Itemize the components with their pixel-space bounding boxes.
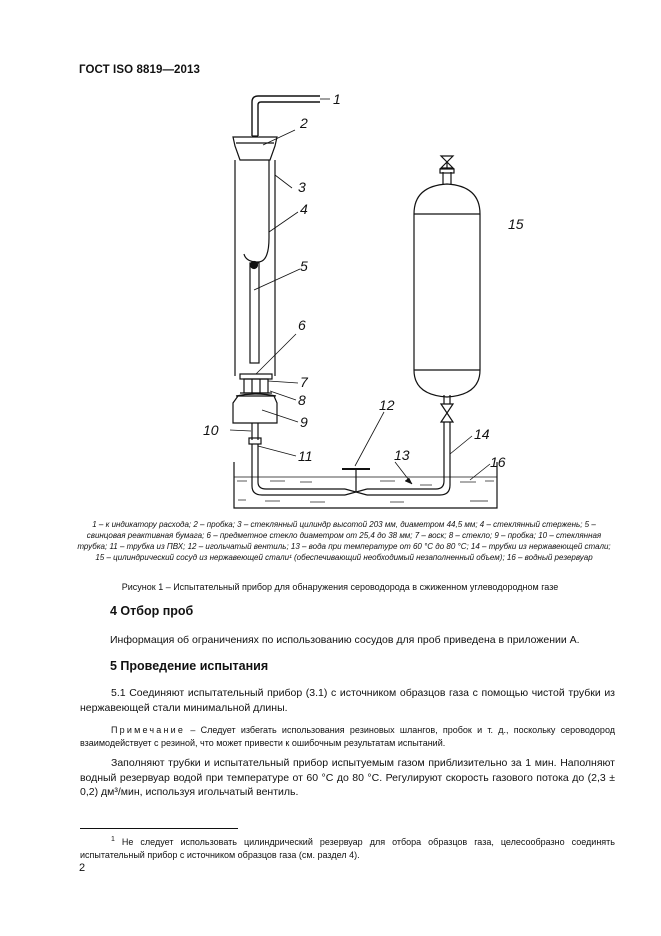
callout-7: 7 <box>300 374 308 390</box>
section-4-heading: 4 Отбор проб <box>110 604 194 618</box>
callout-9: 9 <box>300 414 308 430</box>
callout-14: 14 <box>474 426 490 442</box>
footnote <box>80 833 615 862</box>
footnote-text: Не следует использовать цилиндрический резервуар для отбора образцов газа, целесообразно соединять испытательный прибор с источником образцов газа (см. раздел 4). <box>80 837 615 860</box>
callout-13: 13 <box>394 447 410 463</box>
callout-12: 12 <box>379 397 395 413</box>
section-4-text: Информация об ограничениях по использованию сосудов для проб приведена в приложении А. <box>110 634 580 646</box>
figure-caption: Рисунок 1 – Испытательный прибор для обнаружения сероводорода в сжиженном углеводородном газе <box>121 582 559 592</box>
callout-5: 5 <box>300 258 308 274</box>
footnote-divider <box>80 828 238 829</box>
document-header: ГОСТ ISO 8819—2013 <box>79 64 201 76</box>
figure-legend: 1 – к индикатору расхода; 2 – пробка; 3 – стеклянный цилиндр высотой 203 мм, диаметром 44,5 мм; 4 – стеклянный стержень; 5 – свинцовая реактивная бумага; 6 – предметное стекло диаметром от 25,4 до 38 мм; 7 – воск; 8 – стекло; 9 – пробка; 10 – стеклянная трубка; 11 – трубка из ПВХ; 12 – игольчатый вентиль; 13 – вода при температуре от 60 °С до 80 °С; 14 – трубки из нержавеющей стали; 15 – цилиндрический сосуд из нержавеющей стали¹ (обеспечивающий необходимый незаполненный объем); 16 – водный резервуар <box>77 520 611 562</box>
note-text: – Следует избегать использования резиновых шлангов, пробок и т. д., поскольку сероводород взаимодействует с резиной, что может привести к ошибочным результатам испытаний. <box>80 725 615 748</box>
callout-10: 10 <box>203 422 219 438</box>
callout-2: 2 <box>300 115 308 131</box>
note <box>80 724 615 750</box>
section-5-heading: 5 Проведение испытания <box>110 659 269 673</box>
callout-6: 6 <box>298 317 306 333</box>
callout-1: 1 <box>333 91 341 107</box>
callout-16: 16 <box>490 454 506 470</box>
callout-3: 3 <box>298 179 306 195</box>
callout-11: 11 <box>298 448 313 464</box>
page-number: 2 <box>79 862 86 874</box>
callout-4: 4 <box>300 201 308 217</box>
paragraph-fill: Заполняют трубки и испытательный прибор испытуемым газом приблизительно за 1 мин. Наполняют водный резервуар водой при температуре от 60 °С до 80 °С. Регулируют скорость газового потока до (2,3 ± 0,2) дм³/мин, используя игольчатый вентиль. <box>80 757 615 798</box>
note-label: Примечание <box>111 725 186 735</box>
paragraph-5-1: 5.1 Соединяют испытательный прибор (3.1) с источником образцов газа с помощью чистой трубки из нержавеющей стали минимальной длины. <box>80 687 615 714</box>
callout-15: 15 <box>508 216 524 232</box>
callout-8: 8 <box>298 392 306 408</box>
footnote-mark: 1 <box>111 836 115 843</box>
